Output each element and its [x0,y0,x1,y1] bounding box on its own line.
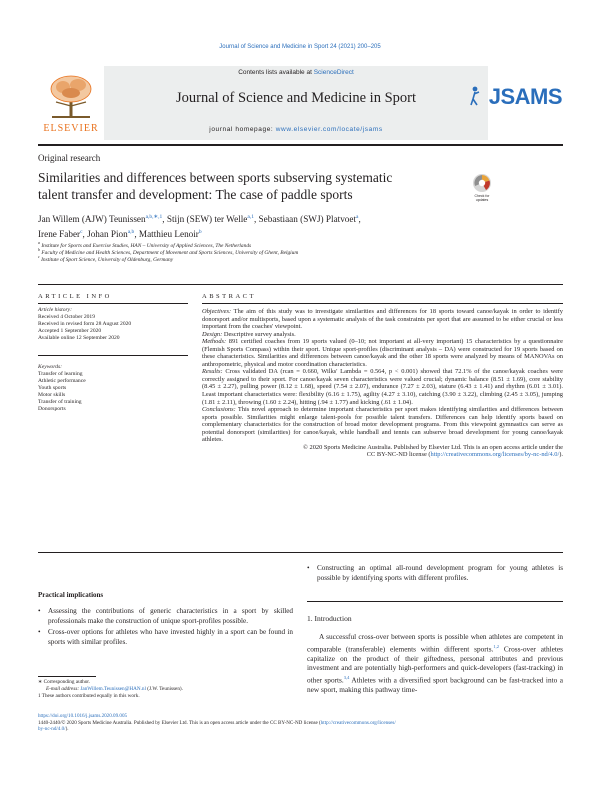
doi-link[interactable]: https://doi.org/10.1016/j.jsams.2020.09.005 [38,713,128,719]
section-rule [38,284,563,285]
abstract-conclusions: Conclusions: This novel approach to determine important characteristics per sport makes identifying similarities and differences between sports possible. Similarities might enlarge talent-pools for possible talent transfers. Differences can help identify sports based on complementary characteristics for the construction of broad motor development programs. From this viewpoint gymnastics can serve as potential donorsport (similarities) for canoe/kayak, while handball and tennis can subserve broad development for young canoe/kayak athletes. [202,406,563,444]
introduction-heading: 1. Introduction [307,614,352,623]
abstract-methods: Methods: 891 certified coaches from 19 sports valued (0–10; not important at all-very important) 15 characteristics by a questionnaire (Flemish Sports Compass) within their sport. Unique sport-profiles (discriminant analysis – DA) were constructed for 19 sports based on these characteristics. Similarities and differences between canoe/kayak and the other 18 sports were analyzed by means of MANOVAs on anthropometric, physical and motor coordination characteristics. [202,338,563,368]
jsams-logo: JSAMS [488,84,562,109]
article-history-label: Article history: [38,307,73,313]
masthead-rule [38,144,563,146]
highlights-bottom-rule [307,601,563,602]
keyword-item: Donorsports [38,406,66,412]
contents-prefix: Contents lists available at [238,69,314,76]
introduction-paragraph: A successful cross-over between sports is possible when athletes are competent in comparable (transferable) elements within different sports.$^{1,2}$ Cross-over athletes capitalize on the product of their giftedness, personal attributes and previous investment and are potentially high-performers and quick-developers (fast-tracking) in other sports.$^{3,4}$ Athletes with a diversified sport background can be fast-tracked into a new sport, making this pathway time- [307,632,563,694]
author-affiliation-marker[interactable]: c [80,228,83,235]
abstract-objectives: Objectives: The aim of this study was to investigate similarities and differences for 18 sports toward canoe/kayak in order to identify donorsport and/or multisports, based upon a systematic analysis of the task constraints per sport that are assumed to be either crucial or less important from the coaches' viewpoint. [202,308,563,331]
jsams-figure-icon [470,86,480,106]
author-name[interactable]: Jan Willem (AJW) Teunissen [38,214,146,225]
license-footer: 1440-2440/© 2020 Sports Medicine Australia. Published by Elsevier Ltd. This is an open access article under the CC BY-NC-ND license (http://creativecommons.org/licenses/ [38,719,396,726]
highlight-item: • Assessing the contributions of generic characteristics in a sport by skilled professionals make the construction of unique sport-profiles possible. [38,607,293,626]
email-link[interactable]: JanWillem.Teunissen@HAN.nl [80,686,146,692]
running-head[interactable]: Journal of Science and Medicine in Sport 24 (2021) 200–205 [219,44,381,50]
corresponding-author-note: ∗ Corresponding author. [38,679,91,685]
author-affiliation-marker[interactable]: b [198,228,202,235]
email-note: E-mail address: JanWillem.Teunissen@HAN.nl (J.W. Teunissen). [46,686,183,692]
practical-implications-heading: Practical implications [38,591,104,599]
highlights-right [307,564,563,585]
footnotes [38,679,298,700]
keyword-item: Youth sports [38,385,67,391]
journal-title: Journal of Science and Medicine in Sport [176,90,416,106]
equal-contribution-note: 1 These authors contributed equally in this work. [38,693,140,699]
license-link[interactable]: http://creativecommons.org/licenses/by-nc-nd/4.0/ [430,451,560,459]
author-separator: , [253,214,259,225]
article-title [38,169,458,203]
footer-license-link[interactable]: http://creativecommons.org/licenses/ [320,719,396,726]
article-title-line-2: talent transfer and development: The case of paddle sports [38,187,353,202]
homepage-link[interactable]: www.elsevier.com/locate/jsams [275,126,383,133]
author-affiliation-marker[interactable]: a,b,∗,1 [145,214,163,220]
keyword-item: Transfer of training [38,399,82,405]
author-name[interactable]: Stijn (SEW) ter Welle [166,214,248,225]
check-for-updates-icon[interactable] [468,172,496,202]
abstract-heading: ABSTRACT [202,293,256,300]
article-info-rule [38,303,188,304]
sciencedirect-link[interactable]: ScienceDirect [313,69,354,76]
license-footer-cont: by-nc-nd/4.0/). [38,726,69,733]
affiliation-a: $^a$ Institute for Sports and Exercise Studies, HAN – University of Applied Sciences, The Netherlands [38,240,252,249]
history-accepted: Accepted 1 September 2020 [38,328,102,334]
svg-text:Check for: Check for [474,194,490,198]
article-info-heading: ARTICLE INFO [38,293,112,300]
history-online: Available online 12 September 2020 [38,335,120,341]
article-type: Original research [38,153,101,163]
elsevier-wordmark: ELSEVIER [43,123,99,134]
keywords-label: Keywords: [38,364,63,370]
abstract-results: Results: Cross validated DA (rcan = 0.660, Wilks' Lambda = 0.564, p < 0.001) showed that 72.1% of the canoe/kayak coaches were correctly assigned to their sport. For canoe/kayak seven characteristics were valued crucial; dynamic balance (8.51 ± 1.69), core stability (8.45 ± 2.27), pulling power (8.12 ± 1.68), speed (7.54 ± 2.07), endurance (7.27 ± 2.03), stature (6.43 ± 1.41) and rhythm (6.01 ± 3.01). Least important characteristics were: flexibility (6.16 ± 1.75), agility (4.27 ± 3.10), catching (3.90 ± 3.22), climbing (2.45 ± 3.05), jumping (1.81 ± 2.11), throwing (1.60 ± 2.24), hitting (.94 ± 1.77) and kicking (.61 ± 1.04). [202,368,563,406]
author-separator: , [162,214,167,225]
highlights-top-rule [38,552,563,553]
journal-homepage [104,126,488,133]
copyright-line: © 2020 Sports Medicine Australia. Published by Elsevier Ltd. This is an open access article under the [303,443,563,451]
svg-text:updates: updates [475,198,489,202]
history-revised: Received in revised form 28 August 2020 [38,321,132,327]
article-title-line-1: Similarities and differences between sports subserving systematic [38,170,393,185]
abstract-body [202,308,563,459]
author-separator: , [358,214,361,225]
abstract-rule [202,303,563,304]
abstract-design: Design: Descriptive survey analysis. [202,330,296,338]
affiliation-c: $^c$ Institute of Sport Science, University of Oldenburg, Germany [38,254,174,263]
author-affiliation-marker[interactable]: a,b [127,228,135,235]
keyword-item: Transfer of learning [38,371,83,377]
author-affiliation-marker[interactable]: a,1 [247,214,254,220]
author-separator: , [134,228,139,239]
footer-license-link-cont[interactable]: by-nc-nd/4.0/ [38,726,66,733]
citation[interactable]: 3,4 [343,674,350,680]
homepage-label: journal homepage: [209,126,276,133]
author-name[interactable]: Johan Pion [87,228,128,239]
highlight-item: • Cross-over options for athletes who have invested highly in a sport can be found in sports with similar profiles. [38,628,293,647]
footnote-rule [38,676,96,677]
history-received: Received 4 October 2019 [38,314,96,320]
highlight-item: • Constructing an optimal all-round development program for young athletes is possible by identifying sports with different profiles. [307,564,563,583]
page-footer [38,713,563,733]
citation[interactable]: 1,2 [493,643,499,649]
keyword-item: Athletic performance [38,378,86,384]
elsevier-tree-logo-icon [44,72,98,122]
author-name[interactable]: Matthieu Lenoir [138,228,199,239]
author-list [38,211,563,240]
author-separator: , [82,228,88,239]
copyright-license-line: CC BY-NC-ND license (http://creativecommons.org/licenses/by-nc-nd/4.0/). [366,451,563,459]
author-name[interactable]: Irene Faber [38,228,81,239]
affiliation-b: $^b$ Faculty of Medicine and Health Sciences, Department of Movement and Sports Sciences, University of Ghent, Belgium [38,247,299,256]
highlights-left [38,607,293,650]
author-name[interactable]: Sebastiaan (SWJ) Platvoet [258,214,357,225]
author-affiliation-marker[interactable]: a [356,214,359,220]
keyword-item: Motor skills [38,392,66,398]
contents-line [104,69,488,76]
